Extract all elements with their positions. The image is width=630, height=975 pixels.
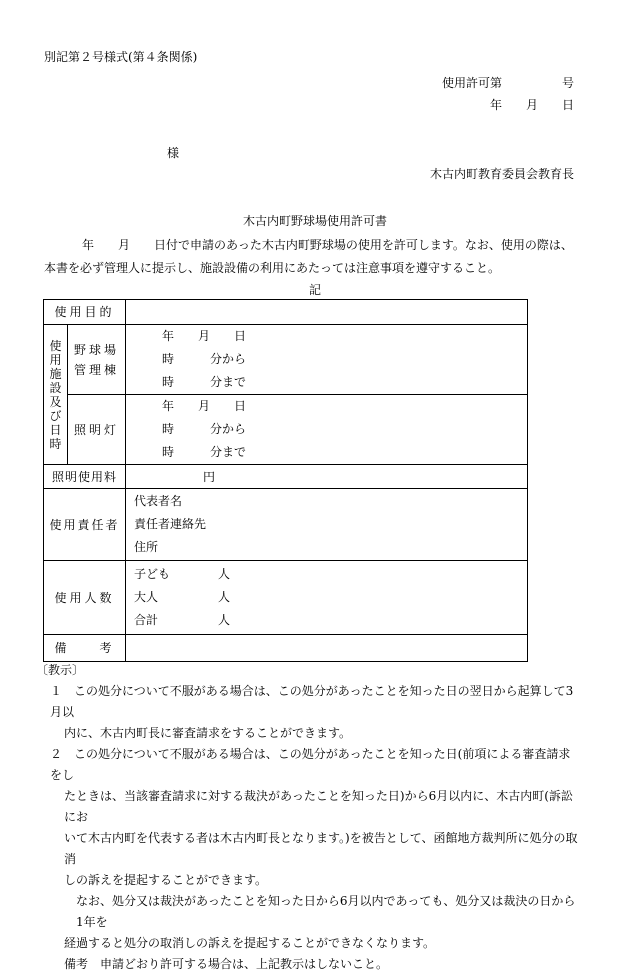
remarks-label: 備 考	[44, 635, 126, 662]
purpose-label: 使用目的	[44, 300, 126, 325]
body-line-1: 年 月 日付で申請のあった木古内町野球場の使用を許可します。なお、使用の際は、	[82, 238, 573, 252]
instruction-2a: ２ この処分について不服がある場合は、この処分があったことを知った日(前項による審査請求をし	[50, 747, 571, 782]
form-number: 別記第２号様式(第４条関係)	[44, 50, 198, 64]
responsible-label: 使用責任者	[44, 489, 126, 561]
instruction-3a: なお、処分又は裁決があったことを知った日から6月以内であっても、処分又は裁決の日から1年を	[76, 894, 576, 929]
remark-note: 備考 申請どおり許可する場合は、上記教示はしないこと。	[64, 957, 389, 971]
responsible-details[interactable]: 代表者名 責任者連絡先 住所	[126, 489, 528, 561]
body-line-2: 本書を必ず管理人に提示し、施設設備の利用にあたっては注意事項を遵守すること。	[44, 261, 501, 275]
facility-group-label: 使 用 施 設 及 び 日 時	[44, 325, 68, 465]
light-fee-value[interactable]: 円	[126, 465, 528, 489]
remarks-value[interactable]	[126, 635, 528, 662]
light-datetime[interactable]: 年 月 日 時 分から 時 分まで	[126, 395, 528, 465]
ki-mark: 記	[308, 283, 321, 297]
instruction-2d: しの訴えを提起することができます。	[64, 873, 268, 887]
permit-number: 使用許可第 号	[441, 76, 574, 90]
instruction-3b: 経過すると処分の取消しの訴えを提起することができなくなります。	[64, 936, 436, 950]
purpose-value[interactable]	[126, 300, 528, 325]
field-building-label: 野球場 管理棟	[68, 325, 126, 395]
light-fee-label: 照明使用料	[44, 465, 126, 489]
document-title: 木古内町野球場使用許可書	[242, 214, 387, 228]
permit-table	[43, 299, 528, 662]
field-datetime[interactable]: 年 月 日 時 分から 時 分まで	[126, 325, 528, 395]
addressee-suffix: 様	[167, 146, 180, 160]
issue-date: 年 月 日	[489, 98, 574, 112]
instruction-2c: いて木古内町を代表する者は木古内町長となります。)を被告として、函館地方裁判所に処分の取消	[64, 831, 578, 866]
instructions	[36, 660, 580, 975]
instruction-2b: たときは、当該審査請求に対する裁決があったことを知った日)から6月以内に、木古内町(訴訟にお	[64, 789, 573, 824]
light-label: 照明灯	[68, 395, 126, 465]
instruction-1b: 内に、木古内町長に審査請求をすることができます。	[64, 726, 352, 740]
users-label: 使用人数	[44, 561, 126, 635]
instruction-1a: １ この処分について不服がある場合は、この処分があったことを知った日の翌日から起算して3月以	[50, 684, 574, 719]
issuer: 木古内町教育委員会教育長	[429, 167, 574, 181]
users-count[interactable]: 子ども 人 大人 人 合計 人	[126, 561, 528, 635]
instructions-heading: 〔教示〕	[36, 663, 85, 677]
